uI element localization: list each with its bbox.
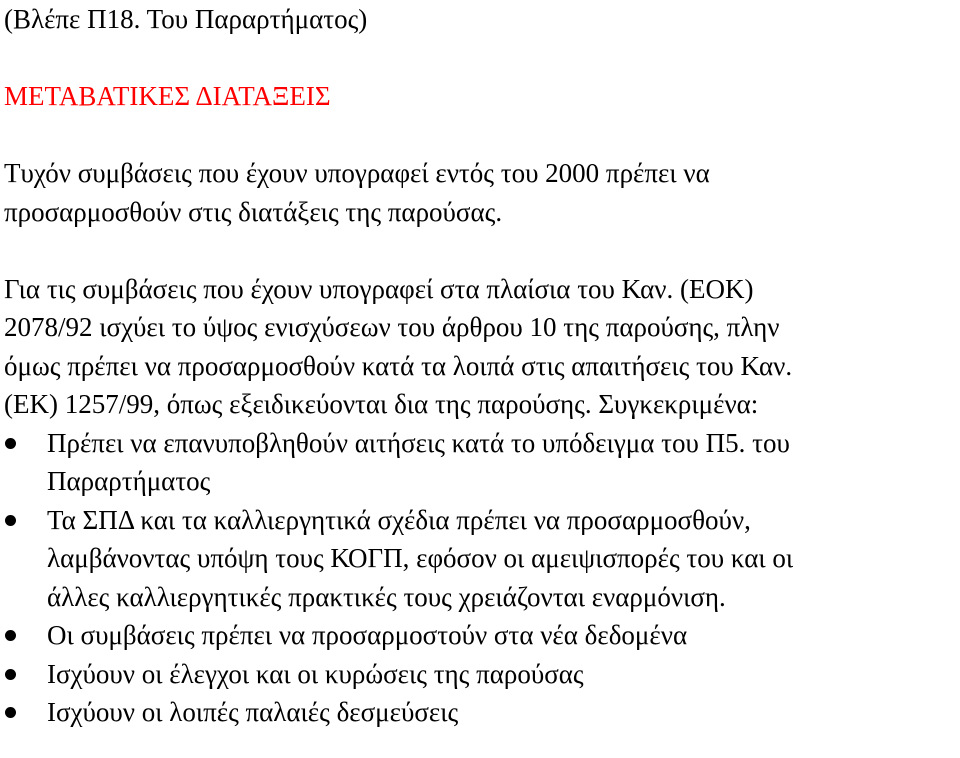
reference-line: (Βλέπε Π18. Του Παραρτήματος) <box>4 4 368 34</box>
list-item <box>4 616 956 655</box>
paragraph-line: (ΕΚ) 1257/99, όπως εξειδικεύονται δια της παρούσης. Συγκεκριμένα: <box>4 389 759 419</box>
list-item-line: Ισχύουν οι έλεγχοι και οι κυρώσεις της παρούσας <box>47 658 584 689</box>
list-item-line: Ισχύουν οι λοιπές παλαιές δεσμεύσεις <box>47 697 459 727</box>
paragraph-line: Για τις συμβάσεις που έχουν υπογραφεί στα πλαίσια του Καν. (ΕΟΚ) <box>4 273 754 304</box>
spacer <box>4 39 956 78</box>
bullet-icon <box>5 669 16 680</box>
bullet-icon <box>5 515 16 526</box>
list-item-line: άλλες καλλιεργητικές πρακτικές τους χρειάζονται εναρμόνιση. <box>47 581 726 612</box>
list-item <box>4 655 956 694</box>
document-page <box>4 0 956 732</box>
list-item <box>4 501 956 617</box>
list-item <box>4 424 956 501</box>
list-item-line: Οι συμβάσεις πρέπει να προσαρμοστούν στα νέα δεδομένα <box>47 620 688 650</box>
bullet-icon <box>5 707 16 718</box>
paragraph-line: Τυχόν συμβάσεις που έχουν υπογραφεί εντός του 2000 πρέπει να <box>4 158 710 188</box>
paragraph-regulation-contracts <box>4 270 956 424</box>
bullet-icon <box>5 438 16 449</box>
bullet-icon <box>5 630 16 641</box>
list-item-line: λαμβάνοντας υπόψη τους ΚΟΓΠ, εφόσον οι αμειψισπορές του και οι <box>47 543 794 573</box>
list-item-line: Παραρτήματος <box>47 466 211 496</box>
paragraph-line: 2078/92 ισχύει το ύψος ενισχύσεων του άρθρου 10 της παρούσης, πλην <box>4 312 780 342</box>
paragraph-line: όμως πρέπει να προσαρμοσθούν κατά τα λοιπά στις απαιτήσεις του Καν. <box>4 350 793 381</box>
paragraph-line: προσαρμοσθούν στις διατάξεις της παρούσας. <box>4 196 503 227</box>
list-item-line: Τα ΣΠΔ και τα καλλιεργητικά σχέδια πρέπει να προσαρμοσθούν, <box>47 504 751 535</box>
paragraph-transitional-contracts <box>4 154 956 231</box>
requirements-list <box>4 424 956 732</box>
section-heading: ΜΕΤΑΒΑΤΙΚΕΣ ΔΙΑΤΑΞΕΙΣ <box>4 81 331 111</box>
spacer <box>4 231 956 270</box>
list-item-line: Πρέπει να επανυποβληθούν αιτήσεις κατά το υπόδειγμα του Π5. του <box>47 427 790 458</box>
spacer <box>4 116 956 155</box>
list-item <box>4 693 956 732</box>
